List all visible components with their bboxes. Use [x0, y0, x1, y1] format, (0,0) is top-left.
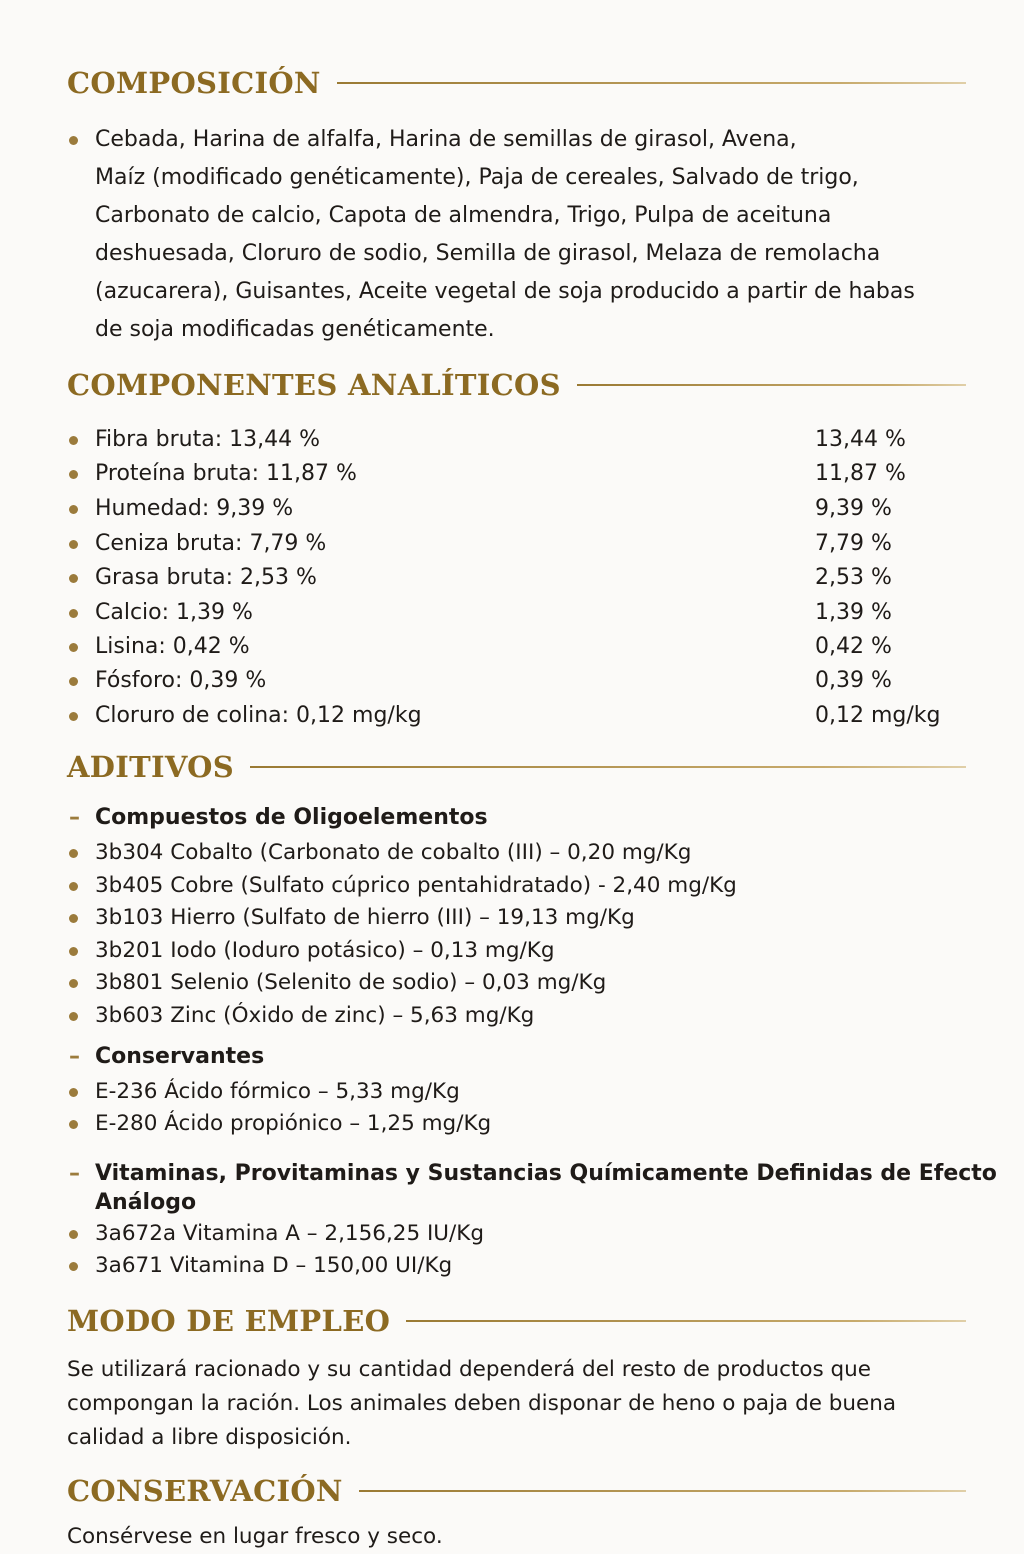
analiticos-header	[67, 368, 966, 402]
composicion-line: deshuesada, Cloruro de sodio, Semilla de girasol, Melaza de remolacha	[95, 241, 881, 266]
bullet-icon	[69, 1230, 78, 1239]
dash-icon: –	[69, 1161, 80, 1186]
analitico-label: Lisina: 0,42 %	[95, 634, 250, 659]
conservante-item: E-280 Ácido propiónico – 1,25 mg/Kg	[95, 1111, 492, 1136]
section-divider	[337, 82, 966, 84]
analitico-value: 1,39 %	[815, 600, 892, 625]
oligo-item: 3b801 Selenio (Selenito de sodio) – 0,03 mg/Kg	[95, 970, 607, 995]
composicion-line: Cebada, Harina de alfalfa, Harina de semillas de girasol, Avena,	[95, 127, 797, 152]
analitico-value: 13,44 %	[815, 427, 906, 452]
analitico-label: Humedad: 9,39 %	[95, 496, 294, 521]
analitico-label: Ceniza bruta: 7,79 %	[95, 531, 327, 556]
section-divider	[577, 384, 966, 386]
analitico-label: Proteína bruta: 11,87 %	[95, 461, 357, 486]
bullet-icon	[69, 677, 78, 686]
bullet-icon	[69, 436, 78, 445]
composicion-title: COMPOSICIÓN	[67, 66, 321, 100]
bullet-icon	[69, 979, 78, 988]
composicion-line: (azucarera), Guisantes, Aceite vegetal de soja producido a partir de habas	[95, 279, 915, 304]
dash-icon: –	[69, 805, 80, 830]
bullet-icon	[69, 1120, 78, 1129]
bullet-icon	[69, 914, 78, 923]
analitico-label: Calcio: 1,39 %	[95, 600, 253, 625]
analitico-value: 7,79 %	[815, 531, 892, 556]
vitamina-item: 3a672a Vitamina A – 2,156,25 IU/Kg	[95, 1221, 485, 1246]
analitico-label: Grasa bruta: 2,53 %	[95, 565, 317, 590]
bullet-icon	[69, 136, 78, 145]
analitico-value: 11,87 %	[815, 461, 906, 486]
conservacion-title: CONSERVACIÓN	[67, 1474, 343, 1508]
oligo-item: 3b103 Hierro (Sulfato de hierro (III) – 19,13 mg/Kg	[95, 905, 635, 930]
analitico-label: Fibra bruta: 13,44 %	[95, 427, 320, 452]
conservante-item: E-236 Ácido fórmico – 5,33 mg/Kg	[95, 1079, 460, 1104]
modo-line: compongan la ración. Los animales deben disponar de heno o paja de buena	[67, 1391, 897, 1416]
oligo-title: Compuestos de Oligoelementos	[95, 805, 488, 830]
composicion-line: de soja modificadas genéticamente.	[95, 317, 495, 342]
composicion-header	[67, 66, 966, 100]
section-divider	[250, 766, 966, 768]
bullet-icon	[69, 1088, 78, 1097]
oligo-item: 3b405 Cobre (Sulfato cúprico pentahidratado) - 2,40 mg/Kg	[95, 873, 737, 898]
aditivos-title: ADITIVOS	[67, 750, 234, 784]
oligo-item: 3b304 Cobalto (Carbonato de cobalto (III) – 0,20 mg/Kg	[95, 840, 692, 865]
bullet-icon	[69, 712, 78, 721]
bullet-icon	[69, 947, 78, 956]
analitico-value: 2,53 %	[815, 565, 892, 590]
bullet-icon	[69, 470, 78, 479]
bullet-icon	[69, 882, 78, 891]
bullet-icon	[69, 609, 78, 618]
dash-icon: –	[69, 1044, 80, 1069]
composicion-line: Maíz (modificado genéticamente), Paja de cereales, Salvado de trigo,	[95, 165, 859, 190]
aditivos-header	[67, 750, 966, 784]
modo-title: MODO DE EMPLEO	[67, 1304, 391, 1338]
analitico-label: Fósforo: 0,39 %	[95, 668, 267, 693]
analiticos-title: COMPONENTES ANALÍTICOS	[67, 368, 561, 402]
vitaminas-title: Vitaminas, Provitaminas y Sustancias Químicamente Definidas de Efecto	[95, 1161, 997, 1186]
conservacion-header	[67, 1474, 966, 1508]
bullet-icon	[69, 643, 78, 652]
bullet-icon	[69, 1012, 78, 1021]
section-divider	[406, 1320, 966, 1322]
section-divider	[359, 1490, 966, 1492]
analitico-value: 0,39 %	[815, 668, 892, 693]
bullet-icon	[69, 540, 78, 549]
modo-header	[67, 1304, 966, 1338]
analitico-value: 0,42 %	[815, 634, 892, 659]
composicion-line: Carbonato de calcio, Capota de almendra, Trigo, Pulpa de aceituna	[95, 203, 832, 228]
analitico-value: 0,12 mg/kg	[815, 703, 941, 728]
bullet-icon	[69, 505, 78, 514]
vitaminas-title-cont: Análogo	[95, 1190, 197, 1215]
oligo-item: 3b603 Zinc (Óxido de zinc) – 5,63 mg/Kg	[95, 1003, 535, 1028]
conservacion-line: Consérvese en lugar fresco y seco.	[67, 1524, 443, 1549]
modo-line: calidad a libre disposición.	[67, 1425, 352, 1450]
bullet-icon	[69, 849, 78, 858]
oligo-item: 3b201 Iodo (Ioduro potásico) – 0,13 mg/Kg	[95, 938, 555, 963]
analitico-value: 9,39 %	[815, 496, 892, 521]
bullet-icon	[69, 1262, 78, 1271]
vitamina-item: 3a671 Vitamina D – 150,00 UI/Kg	[95, 1253, 453, 1278]
modo-line: Se utilizará racionado y su cantidad dependerá del resto de productos que	[67, 1357, 872, 1382]
conservantes-title: Conservantes	[95, 1044, 265, 1069]
bullet-icon	[69, 574, 78, 583]
analitico-label: Cloruro de colina: 0,12 mg/kg	[95, 703, 422, 728]
